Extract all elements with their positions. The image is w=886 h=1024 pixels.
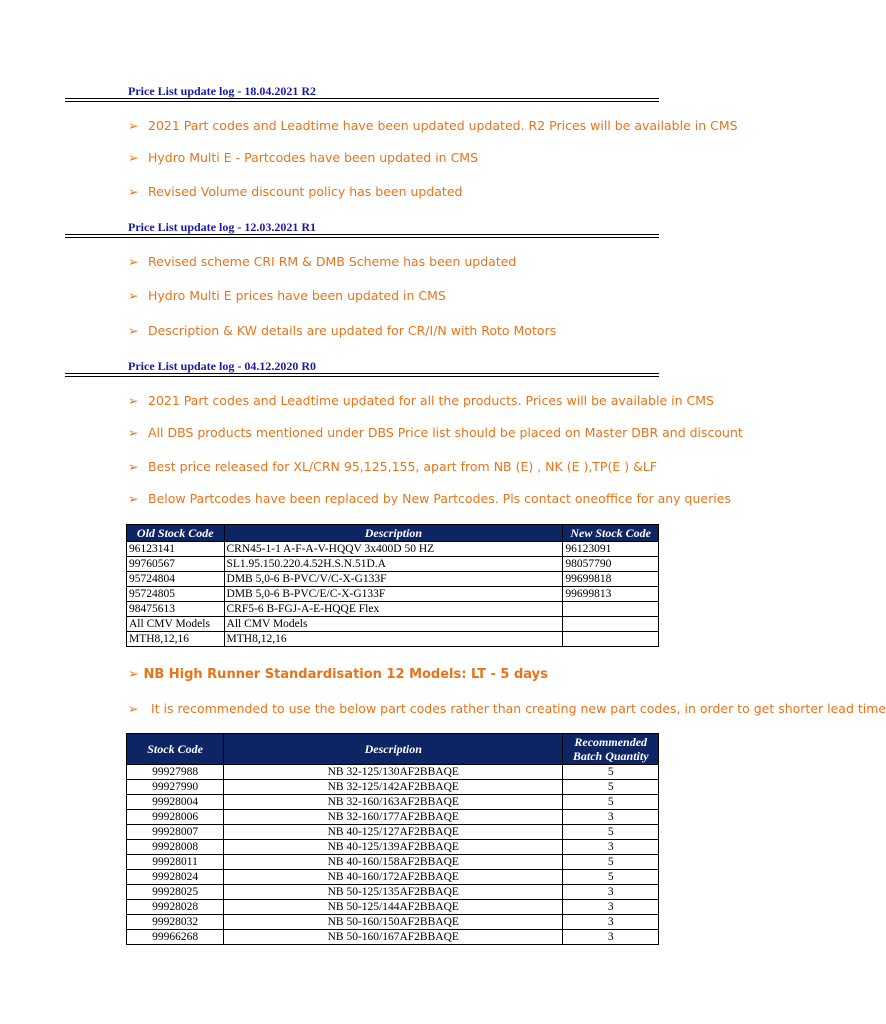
table-cell: 99928004 <box>127 795 224 810</box>
table-cell: 98057790 <box>563 557 659 572</box>
arrow-bullet-icon: ➢ <box>128 393 139 408</box>
table-cell: NB 32-160/163AF2BBAQE <box>224 795 563 810</box>
table-row <box>127 572 659 587</box>
log-bullet: ➢ Best price released for XL/CRN 95,125,155, apart from NB (E) , NK (E ),TP(E ) &LF <box>128 459 657 474</box>
table-cell: 5 <box>563 765 659 780</box>
arrow-bullet-icon: ➢ <box>128 667 139 682</box>
log-bullet: ➢ 2021 Part codes and Leadtime have been updated updated. R2 Prices will be available in CMS <box>128 118 738 133</box>
table-header-row <box>127 734 659 765</box>
column-header: Description <box>224 734 563 765</box>
table-cell: 3 <box>563 930 659 945</box>
arrow-bullet-icon: ➢ <box>128 150 139 165</box>
log-bullet: ➢ Revised Volume discount policy has been updated <box>128 184 463 199</box>
table-cell: NB 32-125/130AF2BBAQE <box>224 765 563 780</box>
log-title-r2: Price List update log - 18.04.2021 R2 <box>128 84 316 98</box>
table-cell: 99928008 <box>127 840 224 855</box>
table-cell: CRF5-6 B-FGJ-A-E-HQQE Flex <box>224 602 563 617</box>
table-cell: MTH8,12,16 <box>224 632 563 647</box>
table-row <box>127 632 659 647</box>
table-row <box>127 855 659 870</box>
table-cell: 5 <box>563 870 659 885</box>
double-rule <box>65 98 659 102</box>
table-cell <box>563 632 659 647</box>
table-cell: NB 50-160/150AF2BBAQE <box>224 915 563 930</box>
table-row <box>127 587 659 602</box>
arrow-bullet-icon: ➢ <box>128 118 139 133</box>
table-cell: All CMV Models <box>127 617 225 632</box>
arrow-bullet-icon: ➢ <box>128 184 139 199</box>
table-cell: SL1.95.150.220.4.52H.S.N.51D.A <box>224 557 563 572</box>
arrow-bullet-icon: ➢ <box>128 459 139 474</box>
table-cell: CRN45-1-1 A-F-A-V-HQQV 3x400D 50 HZ <box>224 542 563 557</box>
log-title-r1: Price List update log - 12.03.2021 R1 <box>128 220 316 234</box>
column-header: Description <box>224 525 563 542</box>
log-bullet: ➢ Description & KW details are updated for CR/I/N with Roto Motors <box>128 323 557 338</box>
table-cell: 99699813 <box>563 587 659 602</box>
table-cell: 5 <box>563 825 659 840</box>
table-cell: NB 40-160/172AF2BBAQE <box>224 870 563 885</box>
table-cell: 95724804 <box>127 572 225 587</box>
arrow-bullet-icon: ➢ <box>128 288 139 303</box>
column-header: Recommended Batch Quantity <box>563 734 659 765</box>
arrow-bullet-icon: ➢ <box>128 491 139 506</box>
table-cell: NB 40-125/127AF2BBAQE <box>224 825 563 840</box>
column-header: Stock Code <box>127 734 224 765</box>
arrow-bullet-icon: ➢ <box>128 701 139 716</box>
table-cell: NB 40-125/139AF2BBAQE <box>224 840 563 855</box>
table-row <box>127 900 659 915</box>
table-row <box>127 765 659 780</box>
table-cell: 3 <box>563 900 659 915</box>
table-cell: 3 <box>563 840 659 855</box>
nb-note: ➢ It is recommended to use the below part codes rather than creating new part codes, in order to get shorter lead time <box>128 701 886 716</box>
log-bullet: ➢ 2021 Part codes and Leadtime updated for all the products. Prices will be available in CMS <box>128 393 714 408</box>
log-bullet: ➢ Revised scheme CRI RM & DMB Scheme has been updated <box>128 254 517 269</box>
log-bullet: ➢ Hydro Multi E - Partcodes have been updated in CMS <box>128 150 479 165</box>
table-cell: 5 <box>563 780 659 795</box>
table-row <box>127 825 659 840</box>
table-row <box>127 810 659 825</box>
table-cell: 99928024 <box>127 870 224 885</box>
table-cell: 99966268 <box>127 930 224 945</box>
arrow-bullet-icon: ➢ <box>128 323 139 338</box>
table-cell: 5 <box>563 795 659 810</box>
table-cell: 99928007 <box>127 825 224 840</box>
table-cell: 98475613 <box>127 602 225 617</box>
table-cell: 99927990 <box>127 780 224 795</box>
table-row <box>127 915 659 930</box>
log-bullet: ➢ Hydro Multi E prices have been updated in CMS <box>128 288 446 303</box>
table-cell: 99928032 <box>127 915 224 930</box>
table-cell: 96123141 <box>127 542 225 557</box>
table-cell: 99699818 <box>563 572 659 587</box>
table-row <box>127 617 659 632</box>
replacement-table <box>126 524 659 647</box>
column-header: New Stock Code <box>563 525 659 542</box>
log-bullet: ➢ Below Partcodes have been replaced by New Partcodes. Pls contact oneoffice for any queries <box>128 491 731 506</box>
table-cell: 96123091 <box>563 542 659 557</box>
table-row <box>127 870 659 885</box>
log-bullet: ➢ All DBS products mentioned under DBS Price list should be placed on Master DBR and discount <box>128 425 743 440</box>
table-cell: NB 32-160/177AF2BBAQE <box>224 810 563 825</box>
double-rule <box>65 373 659 377</box>
table-cell: 99928025 <box>127 885 224 900</box>
column-header: Old Stock Code <box>127 525 225 542</box>
double-rule <box>65 234 659 238</box>
table-cell: 99928006 <box>127 810 224 825</box>
table-cell: 3 <box>563 885 659 900</box>
table-cell: NB 50-160/167AF2BBAQE <box>224 930 563 945</box>
table-cell: NB 50-125/144AF2BBAQE <box>224 900 563 915</box>
nb-standard-table <box>126 733 659 945</box>
nb-heading: ➢ NB High Runner Standardisation 12 Models: LT - 5 days <box>128 667 548 682</box>
table-row <box>127 557 659 572</box>
table-row <box>127 885 659 900</box>
arrow-bullet-icon: ➢ <box>128 425 139 440</box>
table-cell: DMB 5,0-6 B-PVC/E/C-X-G133F <box>224 587 563 602</box>
table-cell: 99928011 <box>127 855 224 870</box>
table-header-row <box>127 525 659 542</box>
table-cell: 95724805 <box>127 587 225 602</box>
log-title-r0: Price List update log - 04.12.2020 R0 <box>128 359 316 373</box>
table-cell: NB 32-125/142AF2BBAQE <box>224 780 563 795</box>
table-cell: 3 <box>563 915 659 930</box>
table-cell <box>563 602 659 617</box>
table-cell: 99928028 <box>127 900 224 915</box>
arrow-bullet-icon: ➢ <box>128 254 139 269</box>
table-cell: All CMV Models <box>224 617 563 632</box>
table-cell: DMB 5,0-6 B-PVC/V/C-X-G133F <box>224 572 563 587</box>
table-row <box>127 930 659 945</box>
table-row <box>127 542 659 557</box>
table-cell: NB 50-125/135AF2BBAQE <box>224 885 563 900</box>
table-cell: 99927988 <box>127 765 224 780</box>
table-row <box>127 840 659 855</box>
table-row <box>127 780 659 795</box>
table-cell: 99760567 <box>127 557 225 572</box>
table-cell: MTH8,12,16 <box>127 632 225 647</box>
table-row <box>127 602 659 617</box>
table-cell <box>563 617 659 632</box>
table-cell: 3 <box>563 810 659 825</box>
table-cell: NB 40-160/158AF2BBAQE <box>224 855 563 870</box>
table-cell: 5 <box>563 855 659 870</box>
table-row <box>127 795 659 810</box>
